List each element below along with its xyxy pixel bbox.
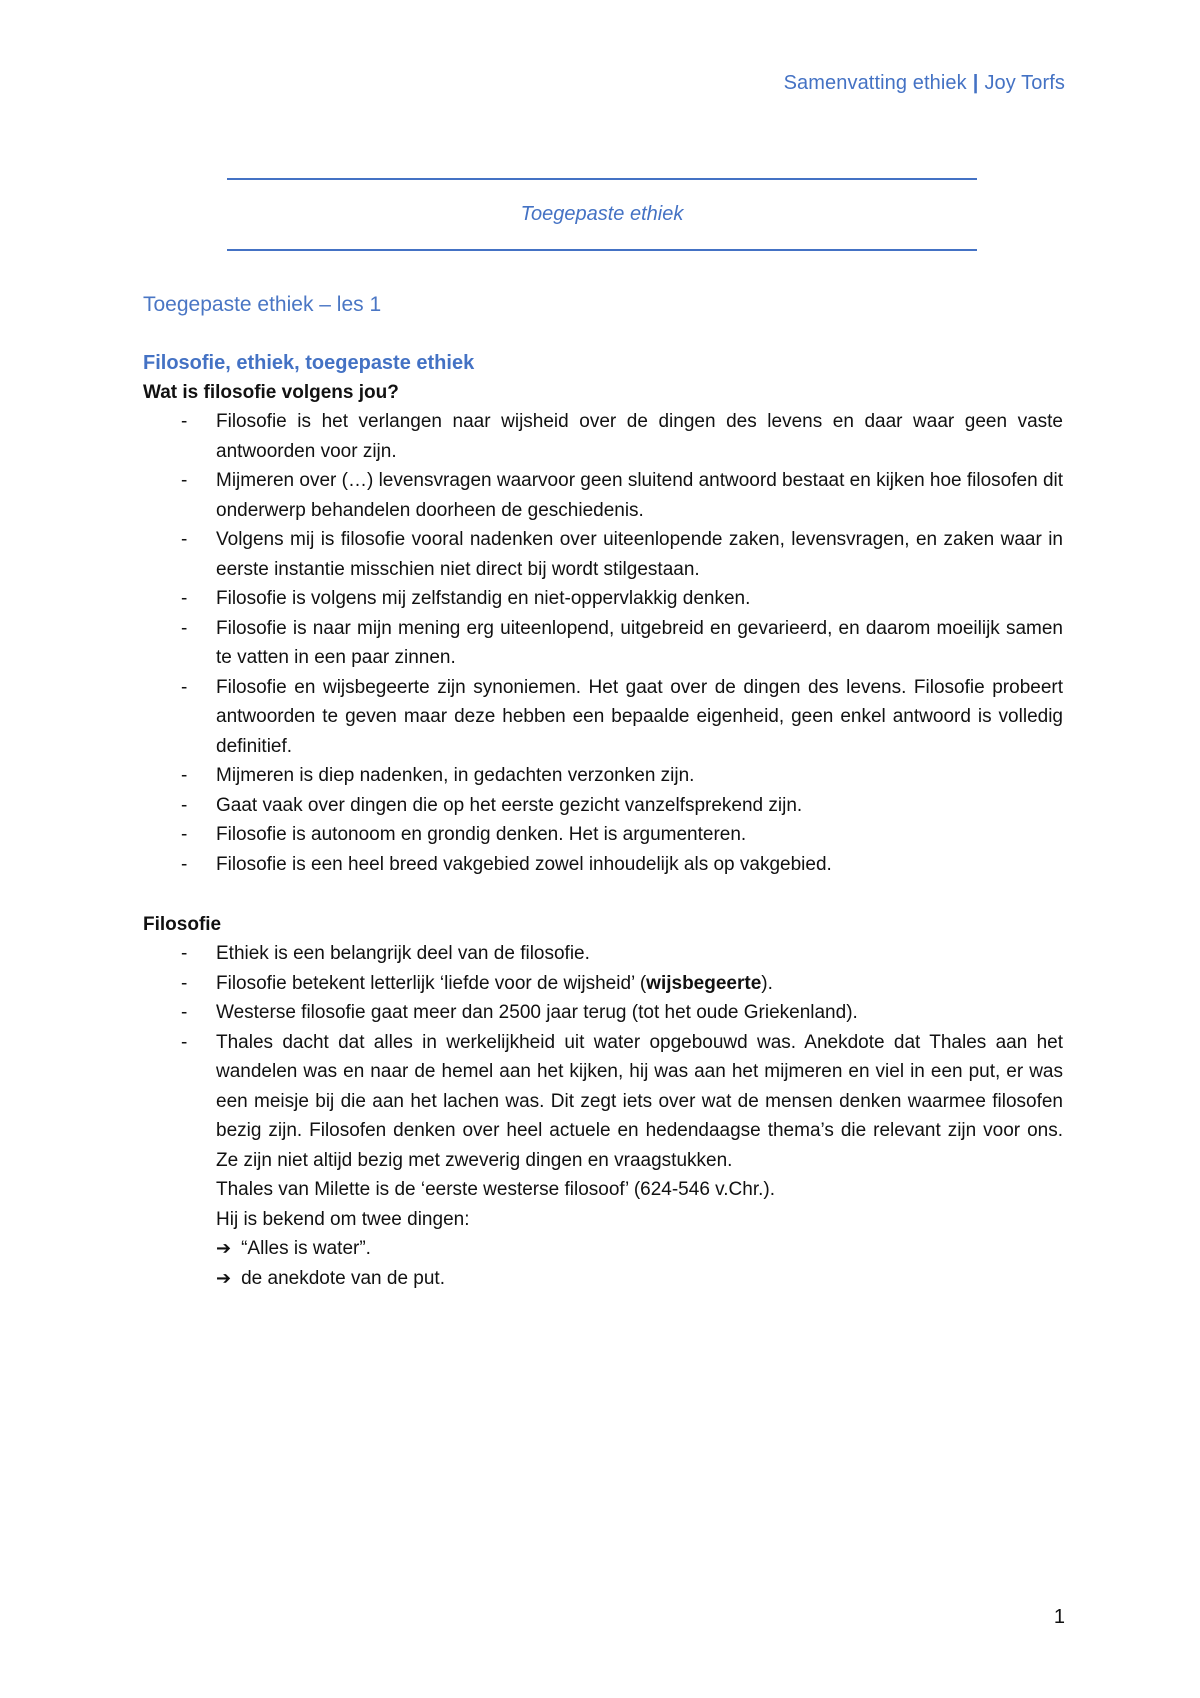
list-item xyxy=(143,969,1063,999)
list-item xyxy=(143,614,1063,673)
question-heading: Wat is filosofie volgens jou? xyxy=(143,382,399,403)
dash-bullet: - xyxy=(181,1002,188,1023)
list-item-text: Filosofie is het verlangen naar wijsheid over de dingen des levens en daar waar geen vaste antwoorden voor zijn. xyxy=(216,411,1063,462)
dash-bullet: - xyxy=(181,470,188,491)
thales-known-for-line: Hij is bekend om twee dingen: xyxy=(216,1208,470,1230)
document-body xyxy=(143,290,1063,1293)
list-item xyxy=(143,791,1063,821)
list-item-text: Ethiek is een belangrijk deel van de filosofie. xyxy=(216,943,590,964)
list-item-text: Gaat vaak over dingen die op het eerste gezicht vanzelfsprekend zijn. xyxy=(216,794,803,816)
list-item-text: Filosofie is een heel breed vakgebied zowel inhoudelijk als op vakgebied. xyxy=(216,853,832,875)
dash-bullet: - xyxy=(181,794,188,816)
list-item-text-end: ). xyxy=(761,972,773,994)
list-item xyxy=(143,850,1063,880)
list-item xyxy=(143,673,1063,762)
dash-bullet: - xyxy=(181,529,188,550)
arrow-item xyxy=(216,1234,1063,1264)
list-item-text: Volgens mij is filosofie vooral nadenken over uiteenlopende zaken, levensvragen, en zaken waar in eerste instantie misschien niet direct bij wordt stilgestaan. xyxy=(216,529,1063,580)
dash-bullet: - xyxy=(181,765,188,786)
dash-bullet: - xyxy=(181,411,188,432)
arrow-item xyxy=(216,1264,1063,1294)
header-author: Joy Torfs xyxy=(984,72,1065,94)
dash-bullet: - xyxy=(181,853,188,875)
list-item-text: Mijmeren is diep nadenken, in gedachten verzonken zijn. xyxy=(216,765,695,786)
section-heading-filosofie: Filosofie xyxy=(143,914,222,935)
thales-milette-line: Thales van Milette is de ‘eerste westerse filosoof’ (624-546 v.Chr.). xyxy=(216,1179,775,1200)
dash-bullet: - xyxy=(181,676,188,698)
dash-bullet: - xyxy=(181,824,188,845)
title-rule-top xyxy=(227,178,977,180)
list-item-text: Filosofie is naar mijn mening erg uiteenlopend, uitgebreid en gevarieerd, en daarom moeilijk samen te vatten in een paar zinnen. xyxy=(216,617,1063,668)
header-separator: | xyxy=(972,72,979,94)
list-item-text: Filosofie is autonoom en grondig denken. Het is argumenteren. xyxy=(216,824,747,845)
running-header xyxy=(784,72,1065,95)
list-item xyxy=(143,466,1063,525)
page-number: 1 xyxy=(1053,1606,1065,1628)
section-heading-filosofie-ethiek: Filosofie, ethiek, toegepaste ethiek xyxy=(143,352,475,374)
dash-bullet: - xyxy=(181,588,188,609)
dash-bullet: - xyxy=(181,972,188,994)
filosofie-list xyxy=(143,939,1063,1293)
list-item xyxy=(143,939,1063,969)
lesson-heading: Toegepaste ethiek – les 1 xyxy=(143,293,382,316)
dash-bullet: - xyxy=(181,617,188,639)
list-item-text: Mijmeren over (…) levensvragen waarvoor geen sluitend antwoord bestaat en kijken hoe filosofen dit onderwerp behandelen doorheen de geschiedenis. xyxy=(216,470,1064,521)
spacer xyxy=(143,879,1063,910)
arrow-item-text: de anekdote van de put. xyxy=(241,1267,445,1289)
list-item-text: Filosofie betekent letterlijk ‘liefde voor de wijsheid’ ( xyxy=(216,972,647,994)
dash-bullet: - xyxy=(181,943,188,964)
list-item xyxy=(143,998,1063,1028)
list-item-text: Westerse filosofie gaat meer dan 2500 jaar terug (tot het oude Griekenland). xyxy=(216,1002,858,1023)
right-arrow-icon: ➔ xyxy=(216,1238,232,1258)
header-course: Samenvatting ethiek xyxy=(783,72,967,94)
list-item xyxy=(143,1028,1063,1294)
bold-term-wijsbegeerte: wijsbegeerte xyxy=(646,972,762,994)
title-rule-bottom xyxy=(227,249,977,251)
document-title: Toegepaste ethiek xyxy=(520,203,684,225)
list-item xyxy=(143,584,1063,614)
list-item xyxy=(143,407,1063,466)
list-item xyxy=(143,525,1063,584)
list-item-text: Filosofie en wijsbegeerte zijn synoniemen. Het gaat over de dingen des levens. Filosofie probeert antwoorden te geven maar deze hebben een bepaalde eigenheid, geen enkel antwoord is volledig definitief. xyxy=(216,676,1063,757)
right-arrow-icon: ➔ xyxy=(216,1267,232,1288)
dash-bullet: - xyxy=(181,1031,188,1053)
list-item xyxy=(143,761,1063,791)
list-item-text: Thales dacht dat alles in werkelijkheid uit water opgebouwd was. Anekdote dat Thales aan het wandelen was en naar de hemel aan het kijken, hij was aan het mijmeren en viel in een put, er was een meisje bij die aan het lachen was. Dit zegt iets over wat de mensen denken waarmee filosofen bezig zijn. Filosofen denken over heel actuele en hedendaagse thema’s die relevant zijn voor ons. Ze zijn niet altijd bezig met zweverig dingen en vraagstukken. xyxy=(216,1031,1063,1171)
arrow-item-text: “Alles is water”. xyxy=(241,1238,371,1259)
list-item xyxy=(143,820,1063,850)
list-item-text: Filosofie is volgens mij zelfstandig en niet-oppervlakkig denken. xyxy=(216,588,751,609)
opinion-list xyxy=(143,407,1063,879)
